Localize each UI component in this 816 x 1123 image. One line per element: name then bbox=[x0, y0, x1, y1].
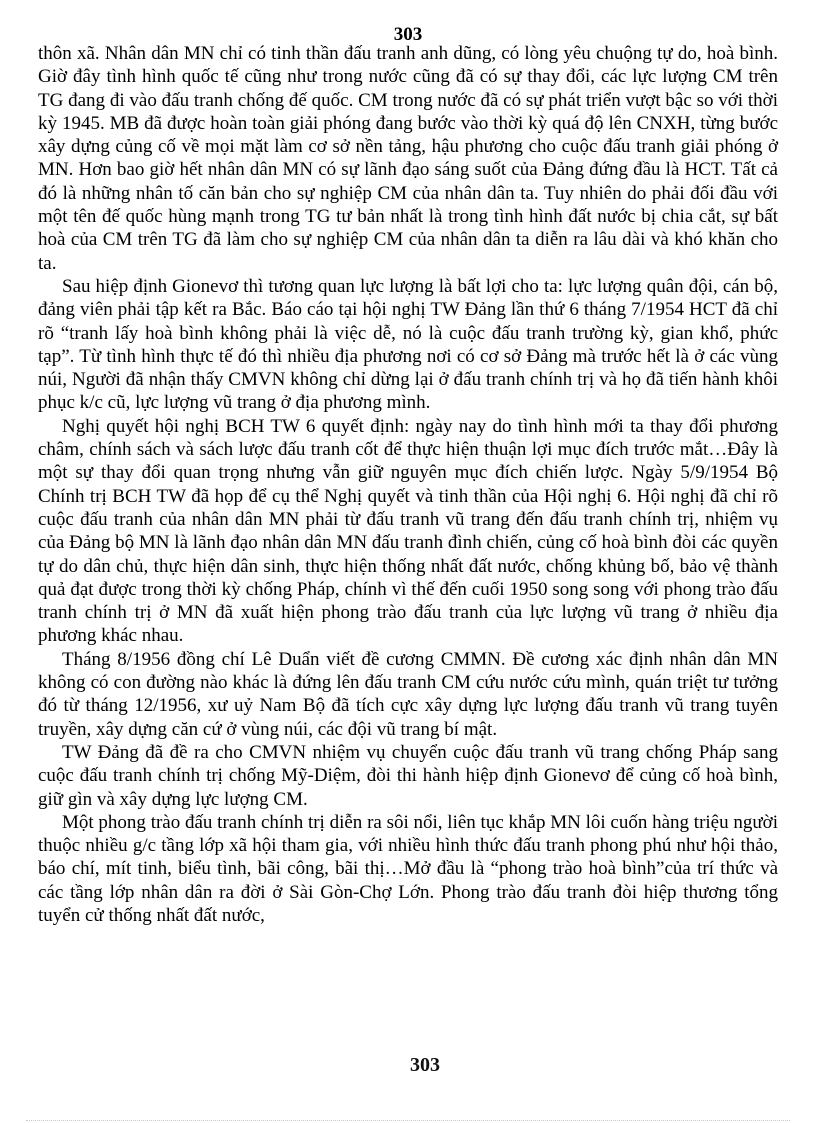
document-body bbox=[38, 42, 778, 927]
page-number-top: 303 bbox=[393, 24, 423, 45]
page-number-bottom: 303 bbox=[410, 1054, 440, 1076]
paragraph-3: Nghị quyết hội nghị BCH TW 6 quyết định: ngày nay do tình hình mới ta thay đổi phương châm, chính sách và sách lược đấu tranh cốt để thực hiện thuận lợi mục đích trước mắt…Đây là một sự thay đổi quan trọng nhưng vẫn giữ nguyên mục đích chiến lược. Ngày 5/9/1954 Bộ Chính trị BCH TW đã họp để cụ thể Nghị quyết và tinh thần của Hội nghị 6. Hội nghị đã chỉ rõ cuộc đấu tranh của nhân dân MN phải từ đấu tranh vũ trang đến đấu tranh chính trị, nhiệm vụ của Đảng bộ MN là lãnh đạo nhân dân MN đấu tranh đình chiến, củng cố hoà bình đòi các quyền tự do dân chủ, thực hiện dân sinh, thực hiện thống nhất đất nước, chống khủng bố, bảo vệ thành quả đạt được trong thời kỳ chống Pháp, chính vì thế đến cuối 1950 song song với phong trào đấu tranh chính trị ở MN đã xuất hiện phong trào đấu tranh của lực lượng vũ trang ở nhiều địa phương khác nhau. bbox=[38, 415, 778, 647]
paragraph-4: Tháng 8/1956 đồng chí Lê Duẩn viết đề cương CMMN. Đề cương xác định nhân dân MN không có con đường nào khác là đứng lên đấu tranh CM cứu nước cứu mình, quán triệt tư tưởng đó từ tháng 12/1956, xư uỷ Nam Bộ đã tích cực xây dựng lực lượng đấu tranh vũ trang tuyên truyền, xây dựng căn cứ ở vùng núi, các đội vũ trang bí mật. bbox=[38, 648, 778, 740]
paragraph-2: Sau hiệp định Gionevơ thì tương quan lực lượng là bất lợi cho ta: lực lượng quân đội, cán bộ, đảng viên phải tập kết ra Bắc. Báo cáo tại hội nghị TW Đảng lần thứ 6 tháng 7/1954 HCT đã chỉ rõ “tranh lấy hoà bình không phải là việc dễ, nó là cuộc đấu tranh trường kỳ, gian khổ, phức tạp”. Từ tình hình thực tế đó thì nhiều địa phương nơi có cơ sở Đảng mà trước hết là ở các vùng núi, Người đã nhận thấy CMVN không chỉ dừng lại ở đấu tranh chính trị và họ đã tiến hành khôi phục k/c cũ, lực lượng vũ trang ở địa phương mình. bbox=[38, 275, 778, 414]
paragraph-1: thôn xã. Nhân dân MN chỉ có tinh thần đấu tranh anh dũng, có lòng yêu chuộng tự do, hoà bình. Giờ đây tình hình quốc tế cũng như trong nước cũng đã có sự thay đổi, các lực lượng CM trên TG đang đi vào đấu tranh chống đế quốc. CM trong nước đã có sự phát triển vượt bậc so với thời kỳ 1945. MB đã được hoàn toàn giải phóng đang bước vào thời kỳ quá độ lên CNXH, từng bước xây dựng củng cố về mọi mặt làm cơ sở nền tảng, hậu phương cho cuộc đấu tranh giải phóng ở MN. Hơn bao giờ hết nhân dân MN có sự lãnh đạo sáng suốt của Đảng đứng đầu là HCT. Tất cả đó là những nhân tố căn bản cho sự nghiệp CM của nhân dân ta. Tuy nhiên do phải đối đầu với một tên đế quốc hùng mạnh trong TG tư bản nhất là trong tình hình đất nước bị chia cắt, sự bất hoà của CM trên TG đã làm cho sự nghiệp CM của nhân dân ta diễn ra lâu dài và khó khăn cho ta. bbox=[38, 43, 778, 274]
paragraph-6: Một phong trào đấu tranh chính trị diễn ra sôi nổi, liên tục khắp MN lôi cuốn hàng triệu người thuộc nhiều g/c tầng lớp xã hội tham gia, với nhiều hình thức đấu tranh phong phú như hội thảo, báo chí, mít tinh, biểu tình, bãi công, bãi thị…Mở đầu là “phong trào hoà bình”của trí thức và các tầng lớp nhân dân ra đời ở Sài Gòn-Chợ Lớn. Phong trào đấu tranh đòi hiệp thương tổng tuyển cử thống nhất đất nước, bbox=[38, 811, 778, 926]
paragraph-5: TW Đảng đã đề ra cho CMVN nhiệm vụ chuyển cuộc đấu tranh vũ trang chống Pháp sang cuộc đấu tranh chính trị chống Mỹ-Diệm, đòi thi hành hiệp định Gionevơ để củng cố hoà bình, giữ gìn và xây dựng lực lượng CM. bbox=[38, 741, 778, 810]
page-bottom-divider bbox=[26, 1120, 790, 1121]
